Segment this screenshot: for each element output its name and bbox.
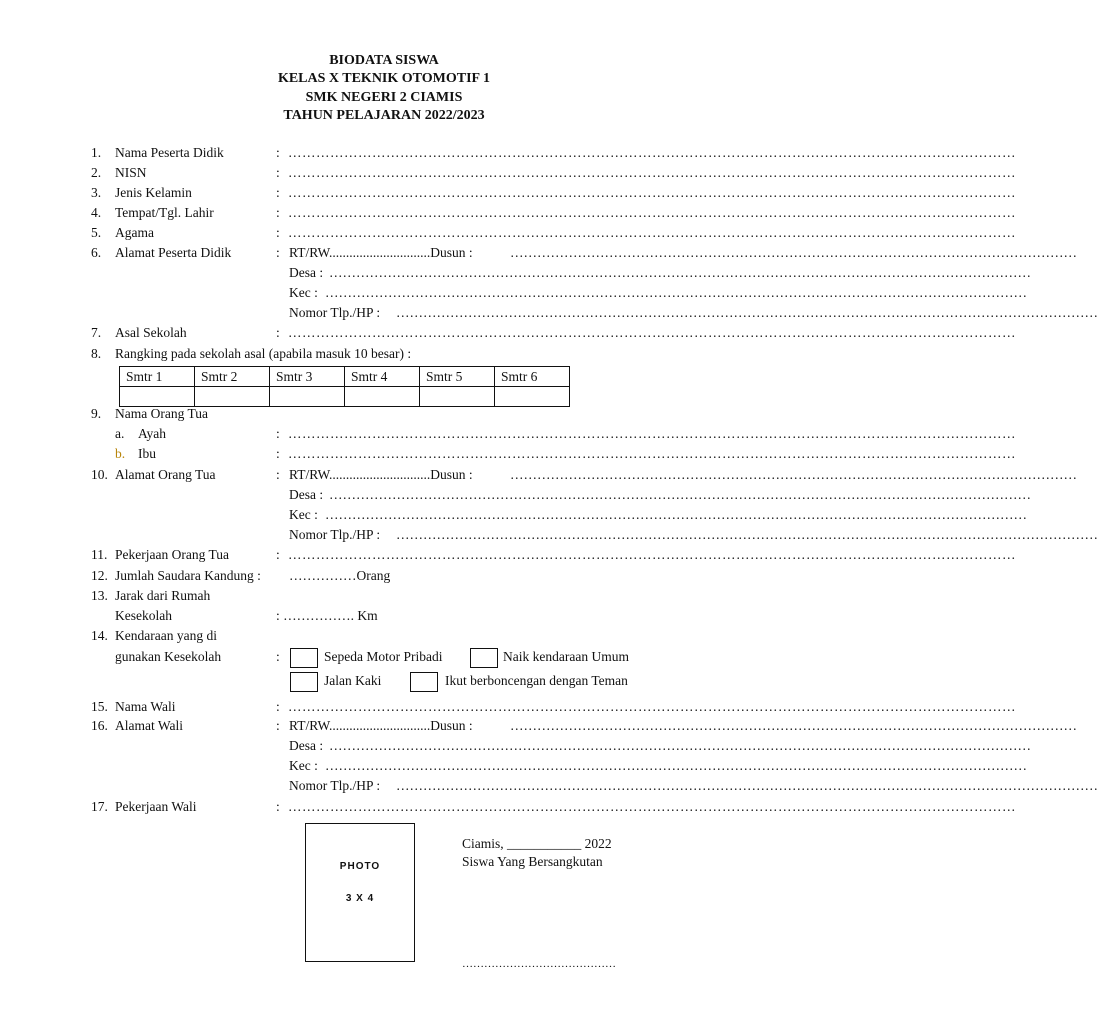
field-label: Nama Peserta Didik [115,145,224,160]
field-number: 1. [91,145,102,160]
tlp-label: Nomor Tlp./HP : [289,527,381,542]
fill-line[interactable]: ……………………………………………………………………………………………………………… [510,467,1077,482]
field-colon: : [276,547,280,562]
field-kendaraan [0,626,768,646]
fill-line[interactable]: ………………………………………………………………………………………………………………………………………… [288,145,1016,160]
fill-line[interactable]: ………………………………………………………………………………………………………………………………………… [288,225,1016,240]
ranking-table [119,366,570,407]
checkbox-berboncengan[interactable] [410,672,438,692]
address-desa-row [0,485,1031,505]
field-label: Rangking pada sekolah asal (apabila masuk 10 besar) : [115,346,412,361]
ranking-header-cell: Smtr 3 [270,367,345,387]
field-colon: : [276,467,280,482]
fill-line[interactable]: ………………………………………………………………………………………………………………………………………… [288,426,1016,441]
field-label: Pekerjaan Wali [115,799,197,814]
form-year: TAHUN PELAJARAN 2022/2023 [283,108,485,123]
field-label: Tempat/Tgl. Lahir [115,205,214,220]
field-ibu [0,444,1016,464]
field-colon: : [276,205,280,220]
field-colon: : [276,649,280,664]
field-colon: : [276,446,280,461]
field-colon: : [276,145,280,160]
field-jarak-rumah [0,586,768,606]
fill-line[interactable]: ………………………………………………………………………………………………………………………………………… [325,507,1027,522]
field-nama-wali [0,697,1016,717]
address-kec-row [0,505,1027,525]
field-label: Kendaraan yang di [115,628,217,643]
field-alamat-orang-tua [0,465,1077,485]
field-number: 7. [91,325,102,340]
field-label: Ibu [138,446,156,461]
address-kec-row [0,283,1027,303]
kec-label: Kec : [289,507,318,522]
fill-line[interactable]: ………………………………………………………………………………………………………………………………………… [288,446,1016,461]
rtrw-label: RT/RW..............................Dusun : [289,245,473,260]
fill-line[interactable]: ………………………………………………………………………………………………………………………………………… [329,738,1031,753]
field-number: 2. [91,165,102,180]
ranking-header-row [120,367,570,387]
field-pekerjaan-orang-tua [0,545,1016,565]
fill-line[interactable]: ………………………………………………………………………………………………………………………………………… [288,547,1016,562]
checkbox-kendaraan-umum[interactable] [470,648,498,668]
desa-label: Desa : [289,487,324,502]
field-pekerjaan-wali [0,797,1016,817]
field-label: Jarak dari Rumah [115,588,211,603]
form-school: SMK NEGERI 2 CIAMIS [305,90,463,105]
kec-label: Kec : [289,758,318,773]
field-label: Nama Wali [115,699,176,714]
ranking-header-cell: Smtr 5 [420,367,495,387]
fill-line[interactable]: ………………………………………………………………………………………………………………………………………… [329,265,1031,280]
fill-line[interactable]: ………………………………………………………………………………………………………………………………………… [288,799,1016,814]
photo-size-label: 3 X 4 [345,893,375,904]
signature-role: Siswa Yang Bersangkutan [462,854,603,869]
ranking-header-cell: Smtr 1 [120,367,195,387]
field-number: 12. [91,568,108,583]
field-number: 3. [91,185,102,200]
field-rangking [0,344,768,364]
field-colon: : [276,225,280,240]
sub-letter: b. [115,446,126,461]
field-number: 11. [91,547,108,562]
address-desa-row [0,263,1031,283]
ranking-header-cell: Smtr 4 [345,367,420,387]
saudara-value[interactable]: ……………Orang [289,568,391,583]
field-number: 13. [91,588,108,603]
field-nama-orang-tua [0,404,768,424]
field-colon: : [276,185,280,200]
address-tlp-row [0,525,1098,545]
field-label: Pekerjaan Orang Tua [115,547,229,562]
field-asal-sekolah [0,323,1016,343]
field-label: Kesekolah [115,608,172,623]
field-jarak-kesekolah [0,606,768,626]
field-jumlah-saudara [0,566,768,586]
fill-line[interactable]: ………………………………………………………………………………………………………………………………………… [288,325,1016,340]
field-number: 16. [91,718,108,733]
fill-line[interactable]: ………………………………………………………………………………………………………………………………………… [396,305,1098,320]
desa-label: Desa : [289,738,324,753]
field-nisn [0,163,1016,183]
field-agama [0,223,1016,243]
field-label: Asal Sekolah [115,325,187,340]
option-label: Sepeda Motor Pribadi [324,649,443,664]
photo-label: PHOTO [339,861,381,872]
field-label: Alamat Wali [115,718,184,733]
ranking-header-cell: Smtr 6 [495,367,570,387]
field-jenis-kelamin [0,183,1016,203]
address-tlp-row [0,776,1098,796]
ranking-header-cell: Smtr 2 [195,367,270,387]
fill-line[interactable]: ……………………………………………………………………………………………………………… [510,718,1077,733]
option-label: Jalan Kaki [324,673,382,688]
field-number: 15. [91,699,108,714]
tlp-label: Nomor Tlp./HP : [289,305,381,320]
field-label: Nama Orang Tua [115,406,208,421]
sub-letter: a. [115,426,125,441]
fill-line[interactable]: ………………………………………………………………………………………………………………………………………… [288,185,1016,200]
field-ayah [0,424,1016,444]
field-label: NISN [115,165,147,180]
field-colon: : [276,699,280,714]
signature-line[interactable]: …………………………………… [462,958,616,970]
photo-box[interactable] [305,823,415,962]
tlp-label: Nomor Tlp./HP : [289,778,381,793]
field-nama-peserta-didik [0,143,1016,163]
jarak-value[interactable]: : ……………. Km [276,608,378,623]
field-colon: : [276,718,280,733]
field-label: Agama [115,225,154,240]
field-label: Jenis Kelamin [115,185,192,200]
field-label: Alamat Peserta Didik [115,245,232,260]
field-colon: : [276,799,280,814]
fill-line[interactable]: ………………………………………………………………………………………………………………………………………… [288,165,1016,180]
field-number: 6. [91,245,102,260]
checkbox-sepeda-motor[interactable] [290,648,318,668]
field-number: 14. [91,628,108,643]
field-number: 10. [91,467,108,482]
fill-line[interactable]: ………………………………………………………………………………………………………………………………………… [288,205,1016,220]
address-desa-row [0,736,1031,756]
option-label: Ikut berboncengan dengan Teman [445,673,628,688]
address-kec-row [0,756,1027,776]
checkbox-jalan-kaki[interactable] [290,672,318,692]
address-tlp-row [0,303,1098,323]
fill-line[interactable]: ………………………………………………………………………………………………………………………………………… [325,758,1027,773]
form-title: BIODATA SISWA [329,53,439,68]
field-number: 5. [91,225,102,240]
fill-line[interactable]: ………………………………………………………………………………………………………………………………………… [396,778,1098,793]
field-label: Jumlah Saudara Kandung : [115,568,261,583]
field-label: Ayah [138,426,167,441]
field-colon: : [276,165,280,180]
field-alamat-peserta-didik [0,243,1077,263]
field-label: Alamat Orang Tua [115,467,216,482]
field-colon: : [276,245,280,260]
field-label: gunakan Kesekolah [115,649,222,664]
fill-line[interactable]: ………………………………………………………………………………………………………………………………………… [329,487,1031,502]
field-colon: : [276,325,280,340]
field-number: 9. [91,406,102,421]
field-number: 17. [91,799,108,814]
form-class: KELAS X TEKNIK OTOMOTIF 1 [277,71,491,86]
rtrw-label: RT/RW..............................Dusun : [289,467,473,482]
field-number: 8. [91,346,102,361]
field-colon: : [276,426,280,441]
fill-line[interactable]: ………………………………………………………………………………………………………………………………………… [325,285,1027,300]
fill-line[interactable]: ……………………………………………………………………………………………………………… [510,245,1077,260]
field-number: 4. [91,205,102,220]
rtrw-label: RT/RW..............................Dusun : [289,718,473,733]
fill-line[interactable]: ………………………………………………………………………………………………………………………………………… [288,699,1016,714]
desa-label: Desa : [289,265,324,280]
field-tempat-tgl-lahir [0,203,1016,223]
fill-line[interactable]: ………………………………………………………………………………………………………………………………………… [396,527,1098,542]
option-label: Naik kendaraan Umum [503,649,629,664]
signature-place-date: Ciamis, ___________ 2022 [462,836,612,851]
field-alamat-wali [0,716,1077,736]
kec-label: Kec : [289,285,318,300]
